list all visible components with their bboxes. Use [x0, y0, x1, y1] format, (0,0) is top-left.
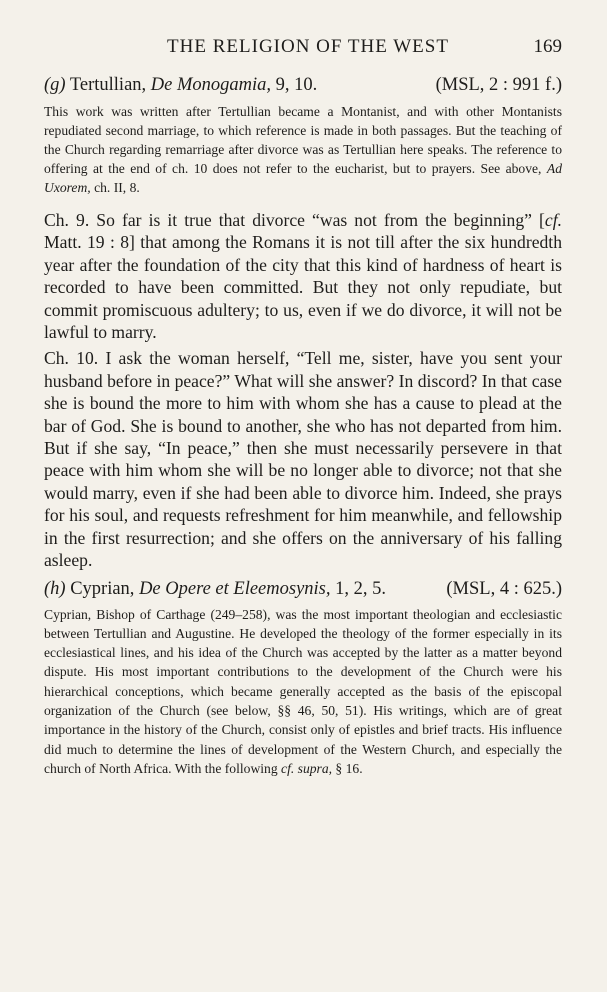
- source-work-h: De Opere et Eleemosynis,: [139, 578, 331, 599]
- source-heading-h: [44, 578, 562, 600]
- note-h-text-2: § 16.: [332, 760, 363, 776]
- paragraph-chapter-10: Ch. 10. I ask the woman herself, “Tell me, sister, have you sent your husband before in peace?” What will she answer? In discord? In that case she is bound the more to him with whom she has a cause to plead at the bar of God. She is bound to another, she who has not departed from him. But if she say, “In peace,” then she must necessarily persevere in that peace with him whom she will be no longer able to divorce; not that she would marry, even if she had been able to divorce him. Indeed, she prays for his soul, and requests refreshment for him meanwhile, and fellowship in the first resurrection; and she offers on the anniversary of his falling asleep.: [44, 348, 562, 571]
- translated-text: [44, 209, 562, 572]
- introductory-note-h: [44, 605, 562, 779]
- source-title-g: [44, 74, 317, 96]
- running-title: THE RELIGION OF THE WEST: [167, 36, 449, 57]
- page-number: 169: [533, 36, 562, 57]
- source-heading-g: [44, 74, 562, 96]
- note-g-ref-title: Ad Uxorem,: [44, 161, 562, 195]
- note-g-text-1: This work was written after Tertullian became a Montanist, and with other Montanists repudiated second marriage, to which reference is made in both passages. But the teaching of the Church regarding remarriage after divorce was as Tertullian here speaks. The reference to offering at the end of ch. 10 does not refer to the eucharist, but to prayers. See above,: [44, 104, 562, 176]
- source-chapters-g: 9, 10.: [275, 75, 318, 95]
- introductory-note-g: [44, 102, 562, 197]
- paragraph-chapter-9: [44, 209, 562, 343]
- source-reference-g: (MSL, 2 : 991 f.): [435, 75, 562, 95]
- source-reference-h: (MSL, 4 : 625.): [446, 578, 562, 599]
- source-chapters-h: 1, 2, 5.: [335, 578, 387, 599]
- book-page: [44, 36, 562, 778]
- note-h-cf: cf. supra,: [281, 760, 333, 776]
- section-label-g: (g): [44, 75, 66, 95]
- ch9-cf: cf.: [544, 210, 562, 230]
- running-header: [44, 36, 562, 60]
- source-author-g: Tertullian,: [69, 75, 147, 95]
- source-work-g: De Monogamia,: [150, 75, 272, 95]
- source-title-h: [44, 578, 386, 600]
- note-h-text-1: Cyprian, Bishop of Carthage (249–258), was the most important theologian and ecclesiastic between Tertullian and Augustine. He developed the theology of the former especially in its ecclesiastical lines, and his idea of the Church was accepted by the latter as a matter beyond dispute. His most important contributions to the development of the Church were his hierarchical conceptions, which became generally accepted as the basis of the episcopal organization of the Church (see below, §§ 46, 50, 51). His writings, which are of great importance in the history of the Church, consist only of epistles and brief tracts. His influence did much to determine the lines of development of the Western Church, and especially the church of North Africa. With the following: [44, 606, 562, 776]
- source-author-h: Cyprian,: [70, 578, 135, 599]
- section-label-h: (h): [44, 578, 66, 599]
- note-g-text-2: ch. II, 8.: [90, 180, 140, 195]
- ch9-text-2: Matt. 19 : 8] that among the Romans it is not till after the six hundredth year after the foundation of the city that this kind of hardness of heart is recorded to have been committed. But they not only repudiate, but commit promiscuous adultery; to us, even if we do divorce, it will not be lawful to marry.: [44, 232, 562, 343]
- ch9-text-1: Ch. 9. So far is it true that divorce “was not from the beginning” [: [44, 210, 545, 230]
